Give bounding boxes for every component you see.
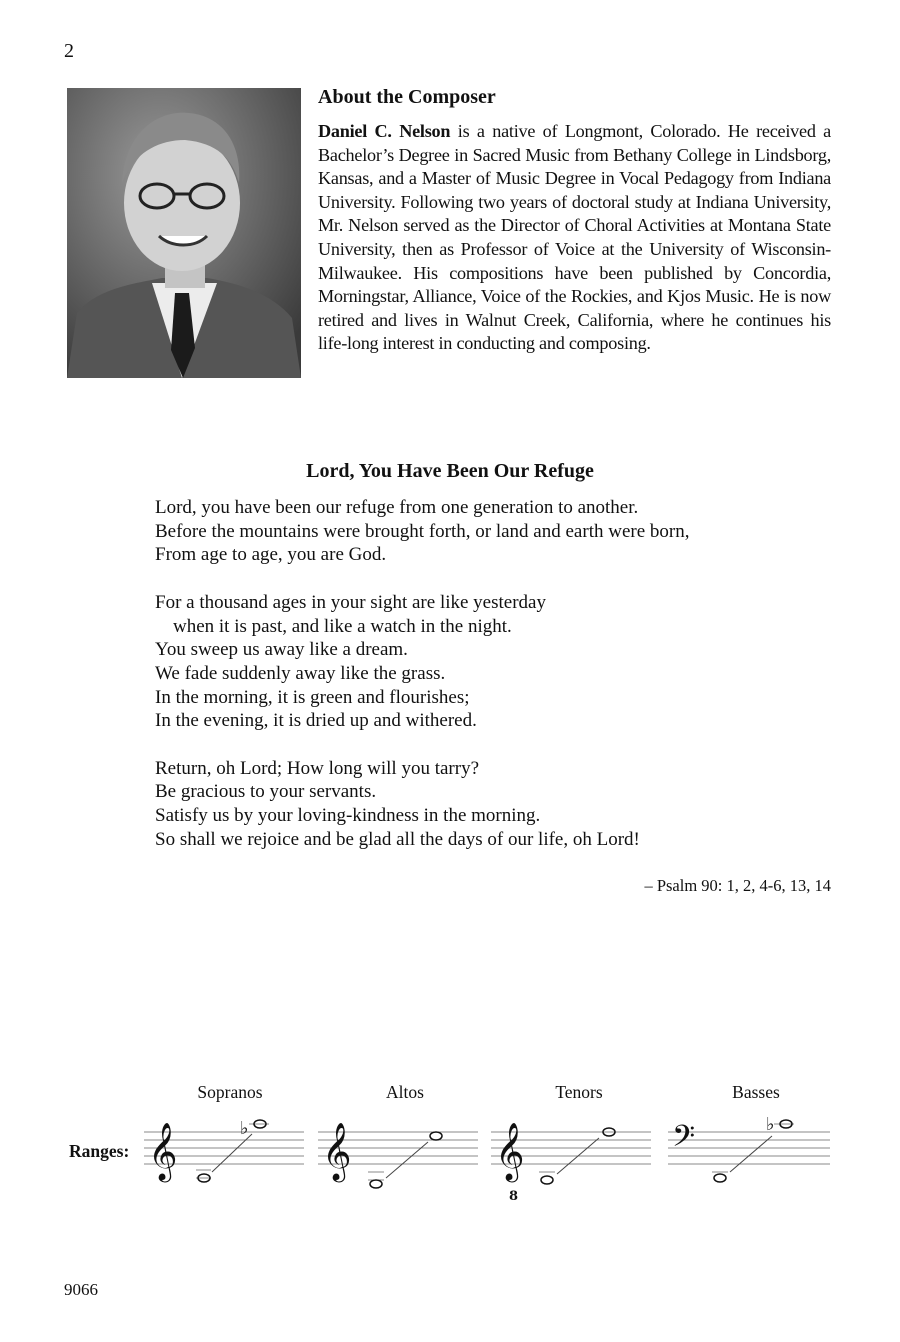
voice-label-sopranos: Sopranos bbox=[197, 1082, 263, 1102]
poem-line: when it is past, and like a watch in the night. bbox=[173, 615, 512, 637]
low-note-icon bbox=[541, 1176, 553, 1184]
low-note-icon bbox=[370, 1180, 382, 1188]
poem-line: Return, oh Lord; How long will you tarry? bbox=[155, 757, 480, 779]
flat-icon: ♭ bbox=[766, 1114, 775, 1135]
poem-line: Be gracious to your servants. bbox=[155, 781, 377, 803]
voice-label-altos: Altos bbox=[386, 1082, 424, 1102]
poem-line: In the evening, it is dried up and withered. bbox=[155, 710, 477, 732]
stanza-1 bbox=[155, 496, 855, 567]
low-note-icon bbox=[714, 1174, 726, 1182]
tenor-range-staff bbox=[491, 1110, 651, 1205]
page-number: 2 bbox=[64, 40, 74, 62]
bass-clef-icon: 𝄢 bbox=[672, 1120, 696, 1161]
treble-clef-8vb-icon: 𝄞 bbox=[495, 1122, 525, 1180]
bio-text: is a native of Longmont, Colorado. He received a Bachelor’s Degree in Sacred Music from Bethany College in Lindsborg, Kansas, and a Master of Music Degree in Vocal Pedagogy from Indiana University. Following two years of doctoral study at Indiana University, Mr. Nelson served as the Director of Choral Activities at Montana State University, then as Professor of Voice at the University of Wisconsin-Milwaukee. His compositions have been published by Concordia, Morningstar, Alliance, Voice of the Rockies, and Kjos Music. He is now retired and lives in Walnut Creek, California, where he continues his life-long interest in conducting and composing. bbox=[318, 121, 831, 354]
about-heading: About the Composer bbox=[318, 86, 496, 108]
poem-line: From age to age, you are God. bbox=[155, 544, 387, 566]
composer-bio bbox=[318, 120, 831, 356]
composer-photo bbox=[67, 88, 301, 378]
poem-line: We fade suddenly away like the grass. bbox=[155, 662, 446, 684]
voice-label-basses: Basses bbox=[732, 1082, 780, 1102]
treble-clef-icon: 𝄞 bbox=[322, 1122, 352, 1180]
poem-line: For a thousand ages in your sight are like yesterday bbox=[155, 591, 546, 613]
soprano-range-staff bbox=[144, 1110, 304, 1205]
composer-portrait bbox=[67, 88, 301, 378]
text-title: Lord, You Have Been Our Refuge bbox=[306, 460, 594, 482]
stanza-3 bbox=[155, 757, 855, 852]
poem-line: Lord, you have been our refuge from one generation to another. bbox=[155, 497, 639, 518]
poem-line: Satisfy us by your loving-kindness in the morning. bbox=[155, 805, 541, 827]
treble-clef-icon: 𝄞 bbox=[148, 1122, 178, 1180]
bass-range-staff bbox=[668, 1110, 830, 1205]
octave-8-icon: 8 bbox=[509, 1189, 519, 1204]
poem-line: So shall we rejoice and be glad all the days of our life, oh Lord! bbox=[155, 828, 640, 850]
ranges-label: Ranges: bbox=[69, 1141, 130, 1161]
poem-text bbox=[155, 496, 855, 875]
stanza-2 bbox=[155, 591, 855, 733]
voice-label-tenors: Tenors bbox=[555, 1082, 603, 1102]
alto-range-staff bbox=[318, 1110, 478, 1205]
scripture-citation: – Psalm 90: 1, 2, 4-6, 13, 14 bbox=[644, 876, 831, 895]
poem-line: Before the mountains were brought forth, or land and earth were born, bbox=[155, 520, 690, 542]
high-note-icon bbox=[430, 1132, 442, 1140]
poem-line: You sweep us away like a dream. bbox=[155, 639, 408, 661]
flat-icon: ♭ bbox=[240, 1118, 249, 1139]
composer-name: Daniel C. Nelson bbox=[318, 121, 451, 141]
catalog-number: 9066 bbox=[64, 1280, 98, 1299]
poem-line: In the morning, it is green and flourishes; bbox=[155, 686, 470, 708]
